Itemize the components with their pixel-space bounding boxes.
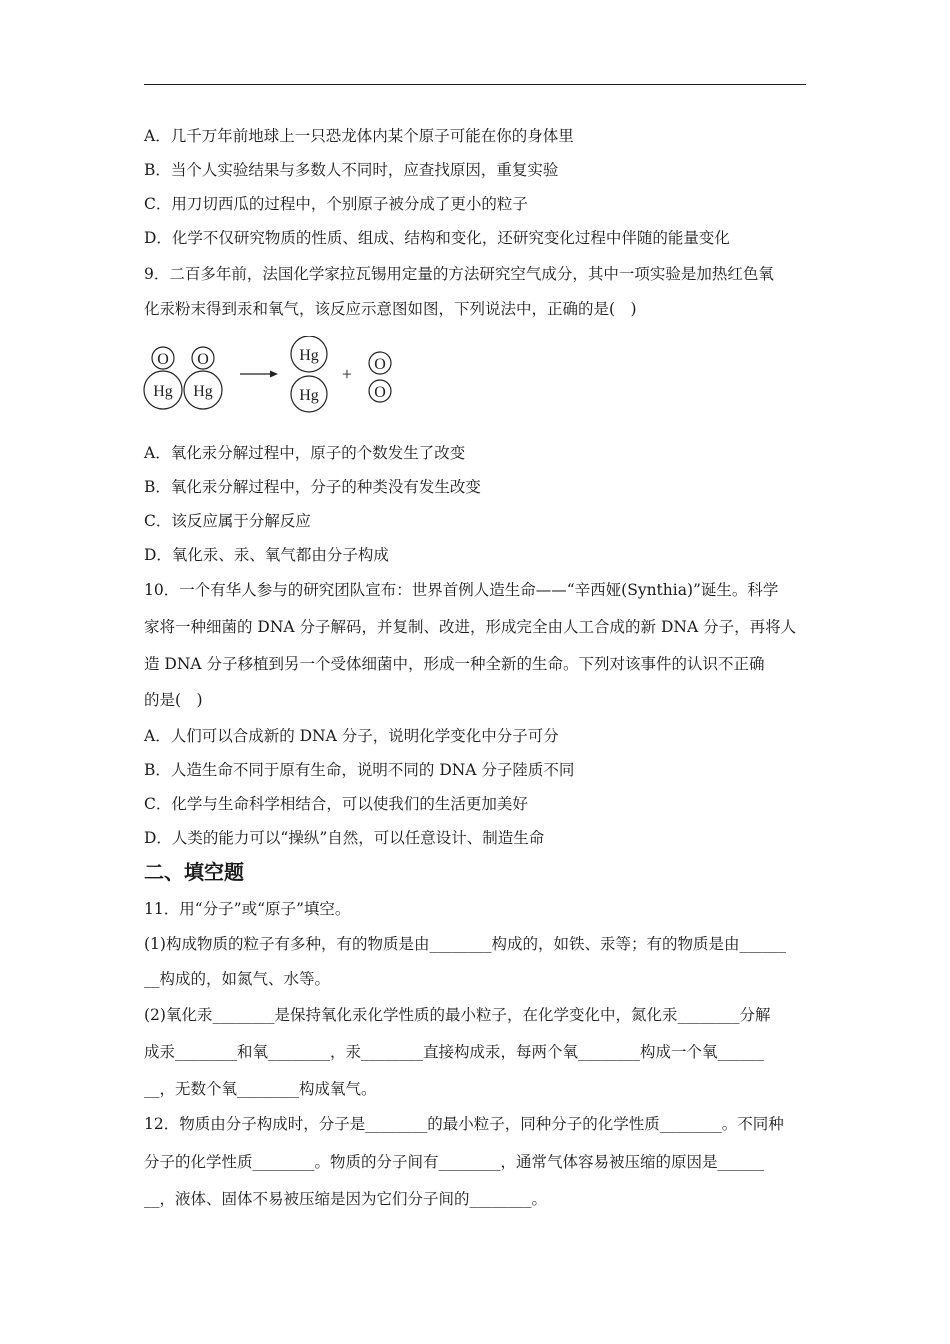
atom-label-o: O xyxy=(374,356,386,373)
q10-option-d: D．人类的能力可以“操纵”自然，可以任意设计、制造生命 xyxy=(144,829,545,847)
q9-option-a: A．氧化汞分解过程中，原子的个数发生了改变 xyxy=(144,444,466,462)
q11-line-1: 11．用“分子”或“原子”填空。 xyxy=(144,900,351,918)
q10-stem-line-1: 10．一个有华人参与的研究团队宣布：世界首例人造生命——“辛西娅(Synthia)”诞生。科学 xyxy=(144,581,779,599)
atom-label-o: O xyxy=(374,384,386,401)
atom-label-hg: Hg xyxy=(299,347,319,364)
q10-option-a: A．人们可以合成新的 DNA 分子，说明化学变化中分子可分 xyxy=(144,727,559,745)
q12-line-1: 12．物质由分子构成时，分子是________的最小粒子，同种分子的化学性质________。不同种 xyxy=(144,1115,784,1133)
q10-stem-line-3: 造 DNA 分子移植到另一个受体细菌中，形成一种全新的生命。下列对该事件的认识不正确 xyxy=(144,655,765,673)
atom-label-o: O xyxy=(157,351,169,368)
q12-line-2: 分子的化学性质________。物质的分子间有________，通常气体容易被压缩的原因是______ xyxy=(144,1153,765,1171)
section-title: 二、填空题 xyxy=(144,860,244,884)
q9-option-b: B．氧化汞分解过程中，分子的种类没有发生改变 xyxy=(144,478,481,496)
q9-stem-line-1: 9．二百多年前，法国化学家拉瓦锡用定量的方法研究空气成分，其中一项实验是加热红色氧 xyxy=(144,265,774,283)
q9-option-c: C．该反应属于分解反应 xyxy=(144,512,311,530)
q8-option-b: B．当个人实验结果与多数人不同时，应查找原因，重复实验 xyxy=(144,161,559,179)
q8-option-c: C．用刀切西瓜的过程中，个别原子被分成了更小的粒子 xyxy=(144,195,528,213)
q11-line-3: __构成的，如氮气、水等。 xyxy=(144,970,331,988)
q10-option-b: B．人造生命不同于原有生命，说明不同的 DNA 分子陸质不同 xyxy=(144,761,575,779)
q11-line-4: (2)氧化汞________是保持氧化汞化学性质的最小粒子，在化学变化中，氮化汞________分解 xyxy=(144,1006,771,1024)
q12-line-3: __，液体、固体不易被压缩是因为它们分子间的________。 xyxy=(144,1190,548,1208)
header-rule xyxy=(144,84,806,85)
q11-line-5: 成汞________和氧________，汞________直接构成汞，每两个氧________构成一个氧______ xyxy=(144,1043,765,1061)
q8-option-d: D．化学不仅研究物质的性质、组成、结构和变化，还研究变化过程中伴随的能量变化 xyxy=(144,229,730,247)
q11-line-6: __，无数个氧________构成氧气。 xyxy=(144,1080,377,1098)
q8-option-a: A．几千万年前地球上一只恐龙体内某个原子可能在你的身体里 xyxy=(144,127,574,145)
atom-label-hg: Hg xyxy=(193,383,213,400)
q9-stem-line-2: 化汞粉末得到汞和氧气，该反应示意图如图，下列说法中，正确的是( ) xyxy=(144,300,637,318)
q10-option-c: C．化学与生命科学相结合，可以使我们的生活更加美好 xyxy=(144,795,528,813)
reaction-diagram xyxy=(140,336,420,416)
reaction-arrow-icon xyxy=(240,371,278,378)
q9-option-d: D．氧化汞、汞、氧气都由分子构成 xyxy=(144,546,389,564)
q11-line-2: (1)构成物质的粒子有多种，有的物质是由________构成的，如铁、汞等；有的物质是由______ xyxy=(144,935,786,953)
atom-label-hg: Hg xyxy=(153,383,173,400)
q10-stem-line-2: 家将一种细菌的 DNA 分子解码，并复制、改进，形成完全由人工合成的新 DNA 分子，再将人 xyxy=(144,618,797,636)
atom-label-o: O xyxy=(197,351,209,368)
atom-label-hg: Hg xyxy=(299,387,319,404)
plus-sign: + xyxy=(341,364,353,384)
q10-stem-line-4: 的是( ) xyxy=(144,691,203,709)
